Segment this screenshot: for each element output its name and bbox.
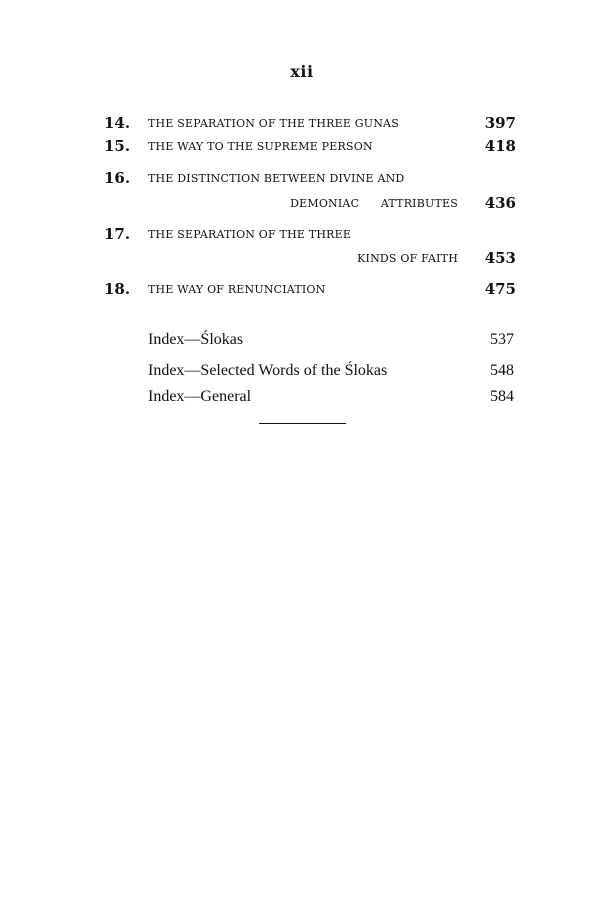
chapter-page-number: 418 [484, 137, 516, 155]
index-label: Index—Selected Words of the Ślokas [148, 362, 388, 379]
chapter-title: THE WAY TO THE SUPREME PERSON [148, 140, 373, 153]
index-entry-general [148, 388, 514, 408]
chapter-number: 18. [104, 280, 131, 298]
chapter-number: 16. [104, 169, 131, 187]
chapter-title: THE WAY OF RENUNCIATION [148, 283, 326, 296]
index-entry-slokas [148, 331, 514, 351]
chapter-title-continued: DEMONIAC ATTRIBUTES [290, 197, 458, 210]
toc-entry-17 [104, 225, 516, 245]
chapter-page-number: 453 [484, 249, 516, 267]
chapter-number: 15. [104, 137, 131, 155]
toc-entry-14 [104, 114, 516, 134]
chapter-title: THE SEPARATION OF THE THREE [148, 228, 352, 241]
index-label: Index—General [148, 388, 252, 405]
toc-entry-15 [104, 137, 516, 157]
chapter-number: 17. [104, 225, 131, 243]
chapter-page-number: 475 [484, 280, 516, 298]
toc-entry-16-continued [104, 194, 516, 214]
end-rule [259, 423, 346, 424]
index-page-number: 584 [490, 388, 514, 405]
index-page-number: 537 [490, 331, 514, 348]
index-page-number: 548 [490, 362, 514, 379]
chapter-title-continued: KINDS OF FAITH [357, 252, 458, 265]
chapter-title: THE DISTINCTION BETWEEN DIVINE AND [148, 172, 405, 185]
chapter-title: THE SEPARATION OF THE THREE GUNAS [148, 117, 399, 130]
index-entry-selected-words [148, 362, 514, 382]
chapter-page-number: 397 [484, 114, 516, 132]
toc-entry-18 [104, 280, 516, 300]
chapter-number: 14. [104, 114, 131, 132]
index-label: Index—Ślokas [148, 331, 244, 348]
toc-entry-17-continued [104, 249, 516, 269]
toc-entry-16 [104, 169, 516, 189]
chapter-page-number: 436 [484, 194, 516, 212]
page-number: xii [290, 62, 314, 81]
